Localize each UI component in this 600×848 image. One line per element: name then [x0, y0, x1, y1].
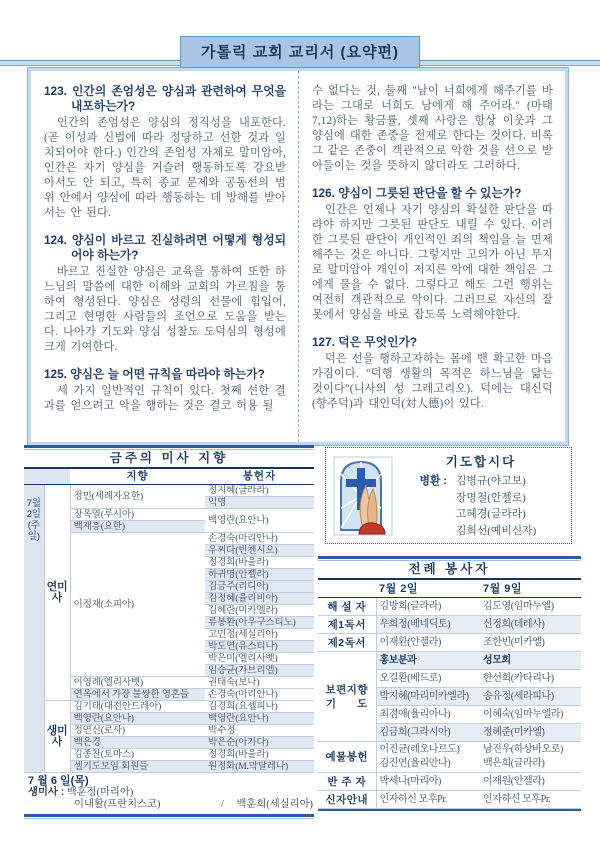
intention-cell: 백재흥(요한): [70, 521, 205, 533]
answer-text: 인간의 존엄성은 양심의 정직성을 내포한다. (곧 이성과 신법에 따라 정당하고 선한 것과 일치되어야 한다.) 인간의 존엄성 자체로 말미암아, 인간은 자기 양심을 거슬러 행동하도록 강요받아서도 안 되고, 특히 종교 문제와 공동선의 범위 안에서 양심에 따라 행동하는 데 방해를 받아서는 안 된다.: [44, 117, 286, 219]
intention-cell: 이정재(소피아): [70, 533, 205, 677]
answer-text: 세 가지 일반적인 규칙이 있다. 첫째 선한 결과를 얻으려고 악을 행하는 것은 결코 허용 될: [44, 385, 286, 412]
intention-cell: 정연신(로사): [70, 725, 205, 737]
prayer-row: [395, 523, 567, 540]
corner-cell: [24, 468, 70, 485]
offerer-cell: 박은미(엘리사벳): [205, 653, 314, 665]
offerer-cell: 고민정(세실리아): [205, 629, 314, 641]
thursday-line-1: [28, 787, 314, 799]
table-row: [318, 773, 581, 791]
offerer-cell: 김혜란(미카엘라): [205, 605, 314, 617]
praying-hands-icon: [333, 456, 393, 536]
server-cell: 신정희(데레사): [480, 616, 581, 634]
thursday-mass-footer: [24, 773, 314, 814]
prayer-request-box: [325, 447, 572, 544]
server-name: 김진연(율리안나): [379, 758, 451, 769]
column-header-offerer: 봉헌자: [205, 468, 314, 485]
group-cell: 성모회: [480, 652, 581, 670]
question-heading: 124. 양심이 바르고 진실하려면 어떻게 형성되어야 하는가?: [44, 233, 286, 262]
table-row: [318, 791, 581, 809]
prayer-name: 장명철(안젤로): [456, 491, 526, 504]
role-label: 제2독서: [318, 634, 376, 652]
table-row: [318, 598, 581, 616]
role-label: 반 주 자: [318, 773, 376, 791]
thursday-date: 7 월 6 일(목): [28, 775, 89, 787]
server-cell: 이재환(안젤라): [376, 634, 480, 652]
offerer-cell: 김경희(요셉피나): [205, 701, 314, 713]
catechism-item-123: [44, 84, 286, 221]
server-cell: 송유정(세라피나): [480, 688, 581, 706]
catechism-item-126: [312, 186, 553, 323]
server-name: 남진우(하상바오로): [483, 744, 563, 755]
column-header-july2: 7월 2일: [376, 579, 480, 598]
server-cell: 인자하신 모후Pr.: [480, 791, 581, 809]
liturgy-servers-title: 전례 봉사자: [408, 562, 491, 576]
offerer-cell: 권태숙(보나): [205, 677, 314, 689]
role-label-petition: [318, 652, 376, 742]
server-cell: 조한빈(미카엘): [480, 634, 581, 652]
catechism-item-124: [44, 233, 286, 355]
spacer: [395, 490, 447, 507]
server-cell: 우희정(베네딕토): [376, 616, 480, 634]
category-yeonmisa-label: 연미사: [44, 485, 70, 701]
role-label: 제1독서: [318, 616, 376, 634]
prayer-name: 고혜경(글라라): [456, 508, 526, 520]
table-row: [318, 634, 581, 652]
mass-intentions-title: 금주의 미사 지향: [109, 451, 229, 465]
section-bottom-rule: [24, 814, 314, 819]
saengmisa-label: 생미사 :: [28, 787, 65, 798]
server-cell: [376, 742, 480, 773]
question-heading: 125. 양심은 늘 어떤 규칙을 따라야 하는가?: [44, 367, 265, 381]
prayer-title: 기도합시다: [445, 455, 517, 469]
offerer-cell: 정경희(바울라): [205, 749, 314, 761]
offerer-cell: 우찌다(빈첸시오): [205, 545, 314, 557]
date-vertical-label: 7월2일(주일): [24, 485, 44, 773]
table-row: [318, 742, 581, 773]
prayer-row: [395, 473, 567, 490]
server-cell: 오길환(베드로): [376, 670, 480, 688]
spacer: [395, 506, 447, 523]
offerer-cell: 김금주(리디아): [205, 581, 314, 593]
table-header-row: [318, 579, 581, 598]
intention-cell: 정민(세례자요한): [70, 485, 205, 509]
liturgy-servers-section: [318, 556, 581, 811]
server-cell: 박세나(마리아): [376, 773, 480, 791]
table-header-row: [24, 468, 314, 485]
name-text: 백훈정(마리아): [66, 787, 134, 798]
corner-cell: [318, 579, 376, 598]
intention-cell: 백영란(요안나): [70, 713, 205, 725]
role-label: 예물봉헌: [318, 742, 376, 773]
group-cell: 홍보분과: [376, 652, 480, 670]
server-cell: 박지혜(마리미카엘라): [376, 688, 480, 706]
prayer-name: 김희선(예비신자): [456, 524, 537, 537]
offerer-cell: 정지혜(글라라): [205, 485, 314, 497]
server-name: 이진균(레오나르도): [379, 744, 460, 755]
column-header-july9: 7월 9일: [480, 579, 581, 598]
offerer-cell: 손경숙(마리안나): [205, 533, 314, 545]
server-cell: 김방희(글라라): [376, 598, 480, 616]
server-name: 백은희(글라라): [483, 758, 545, 769]
server-cell: 정혜준(미카엘): [480, 724, 581, 742]
offerer-cell: 백영란(요안나): [205, 509, 314, 533]
offerer-cell: 류봉환(아우구스티노): [205, 617, 314, 629]
page-title: 가톨릭 교회 교리서 (요약편): [180, 36, 420, 68]
intention-cell: 김종찬(토마스): [70, 749, 205, 761]
sick-label: 병환 :: [419, 475, 447, 487]
prayer-row: [395, 506, 567, 523]
server-cell: 한선희(카타리나): [480, 670, 581, 688]
answer-continuation-text: 수 없다는 것, 둘째 "남이 너희에게 해주기를 바라는 그대로 너희도 남에게 해 주어라." (마태 7,12)하는 황금률, 셋째 사랑은 항상 이웃과 그 양심에 대한 존중을 전제로 한다는 것이다. 비록 그 같은 존중이 객관적으로 악한 것을 선으로 받아들이는 것을 뜻하지 않더라도 그러하다.: [312, 85, 553, 172]
server-cell: 이재원(안젤라): [480, 773, 581, 791]
section-bottom-rule: [318, 809, 581, 811]
prayer-name: 김병규(야고보): [456, 475, 526, 487]
table-row: [318, 652, 581, 670]
intention-cell: 장옥열(루시아): [70, 509, 205, 521]
catechism-right-column: [298, 71, 565, 442]
offerer-cell: 익명: [205, 497, 314, 509]
catechism-left-column: [31, 71, 298, 442]
mass-intentions-table: [24, 467, 314, 773]
server-cell: 김도영(임마누엘): [480, 598, 581, 616]
table-row: [24, 485, 314, 497]
offerer-cell: 박수정: [205, 725, 314, 737]
server-cell: [480, 742, 581, 773]
slash-separator: /: [221, 799, 224, 810]
liturgy-servers-table: [318, 578, 581, 809]
petition-label-line2: 기 도: [325, 697, 368, 710]
offerer-cell: 박도연(유스티나): [205, 641, 314, 653]
answer-text: 인간은 언제나 자기 양심의 확실한 판단을 따라야 하지만 그릇된 판단도 내릴 수 있다. 이러한 그릇된 판단이 개인적인 죄의 책임을 늘 면제 해주는 것은 아니다. 그렇지만 고의가 아닌 무지로 말미암아 개인이 저지른 악에 대한 책임은 그에게 물을 수 없다. 그렇다고 해도 그런 행위는 여전히 객관적으로 악이다. 그러므로 자신의 잘못에서 양심을 바로 잡도록 노력해야한다.: [312, 204, 553, 321]
spacer: [395, 523, 447, 540]
mass-intentions-section: [24, 445, 314, 819]
server-cell: 김금희(그라시아): [376, 724, 480, 742]
category-saengmisa-label: 생미사: [44, 701, 70, 773]
role-label: 신자안내: [318, 791, 376, 809]
table-row: [318, 616, 581, 634]
server-cell: 이혜숙(임마누엘라): [480, 706, 581, 724]
intention-cell: 셀기도모임 회원들: [70, 761, 205, 773]
intention-cell: 김기태(대전안드레아): [70, 701, 205, 713]
answer-text: 덕은 선을 행하고자하는 몸에 밴 확고한 마음가짐이다. "덕행 생활의 목적은 하느님을 닮는 것이다"(니사의 성 그레고리오). 덕에는 대신덕(향주덕)과 대인덕(対人德)이 있다.: [312, 353, 553, 410]
offerer-cell: 김정혜(율리비아): [205, 593, 314, 605]
table-row: [24, 701, 314, 713]
catechism-item-127: [312, 335, 553, 412]
column-header-intention: 지향: [70, 468, 205, 485]
server-cell: 인자하신 모후Pr.: [376, 791, 480, 809]
offerer-cell: 하귀명(안젤라): [205, 569, 314, 581]
offerer-cell: 원정화(M.막달레나): [205, 761, 314, 773]
name-text: 백훈희(세실리아): [236, 799, 313, 810]
offerer-cell: 박은순(아가다): [205, 737, 314, 749]
petition-label-line1: 보편지향: [325, 683, 369, 696]
intention-cell: 이영례(엘리사벳): [70, 677, 205, 689]
catechism-box: [28, 68, 568, 445]
server-cell: 최점애(율리아나): [376, 706, 480, 724]
role-label: 해 설 자: [318, 598, 376, 616]
prayer-text-block: [395, 452, 571, 539]
name-text: 이내활(프란치스코): [74, 799, 161, 810]
intention-cell: 연옥에서 가장 불쌍한 영혼들: [70, 689, 205, 701]
answer-text: 바르고 진실한 양심은 교육을 통하여 또한 하느님의 말씀에 대한 이해와 교회의 가르침을 통하여 형성된다. 양심은 성령의 선물에 힘입어, 그리고 현명한 사람들의 조언으로 도움을 받는다. 나아가 기도와 양심 성찰도 도덕심의 형성에 크게 기여한다.: [44, 266, 286, 353]
thursday-line-2: [28, 799, 314, 811]
offerer-cell: 백영란(요안나): [205, 713, 314, 725]
offerer-cell: 손경숙(마리안나): [205, 689, 314, 701]
question-heading: 126. 양심이 그릇된 판단을 할 수 있는가?: [312, 186, 522, 200]
question-heading: 123. 인간의 존엄성은 양심과 관련하여 무엇을 내포하는가?: [44, 84, 286, 113]
prayer-row: [395, 490, 567, 507]
intention-cell: 백은경: [70, 737, 205, 749]
question-heading: 127. 덕은 무엇인가?: [312, 335, 418, 349]
offerer-cell: 임승균(가브리엘): [205, 665, 314, 677]
catechism-item-125: [44, 367, 286, 414]
offerer-cell: 정경희(바울라): [205, 557, 314, 569]
